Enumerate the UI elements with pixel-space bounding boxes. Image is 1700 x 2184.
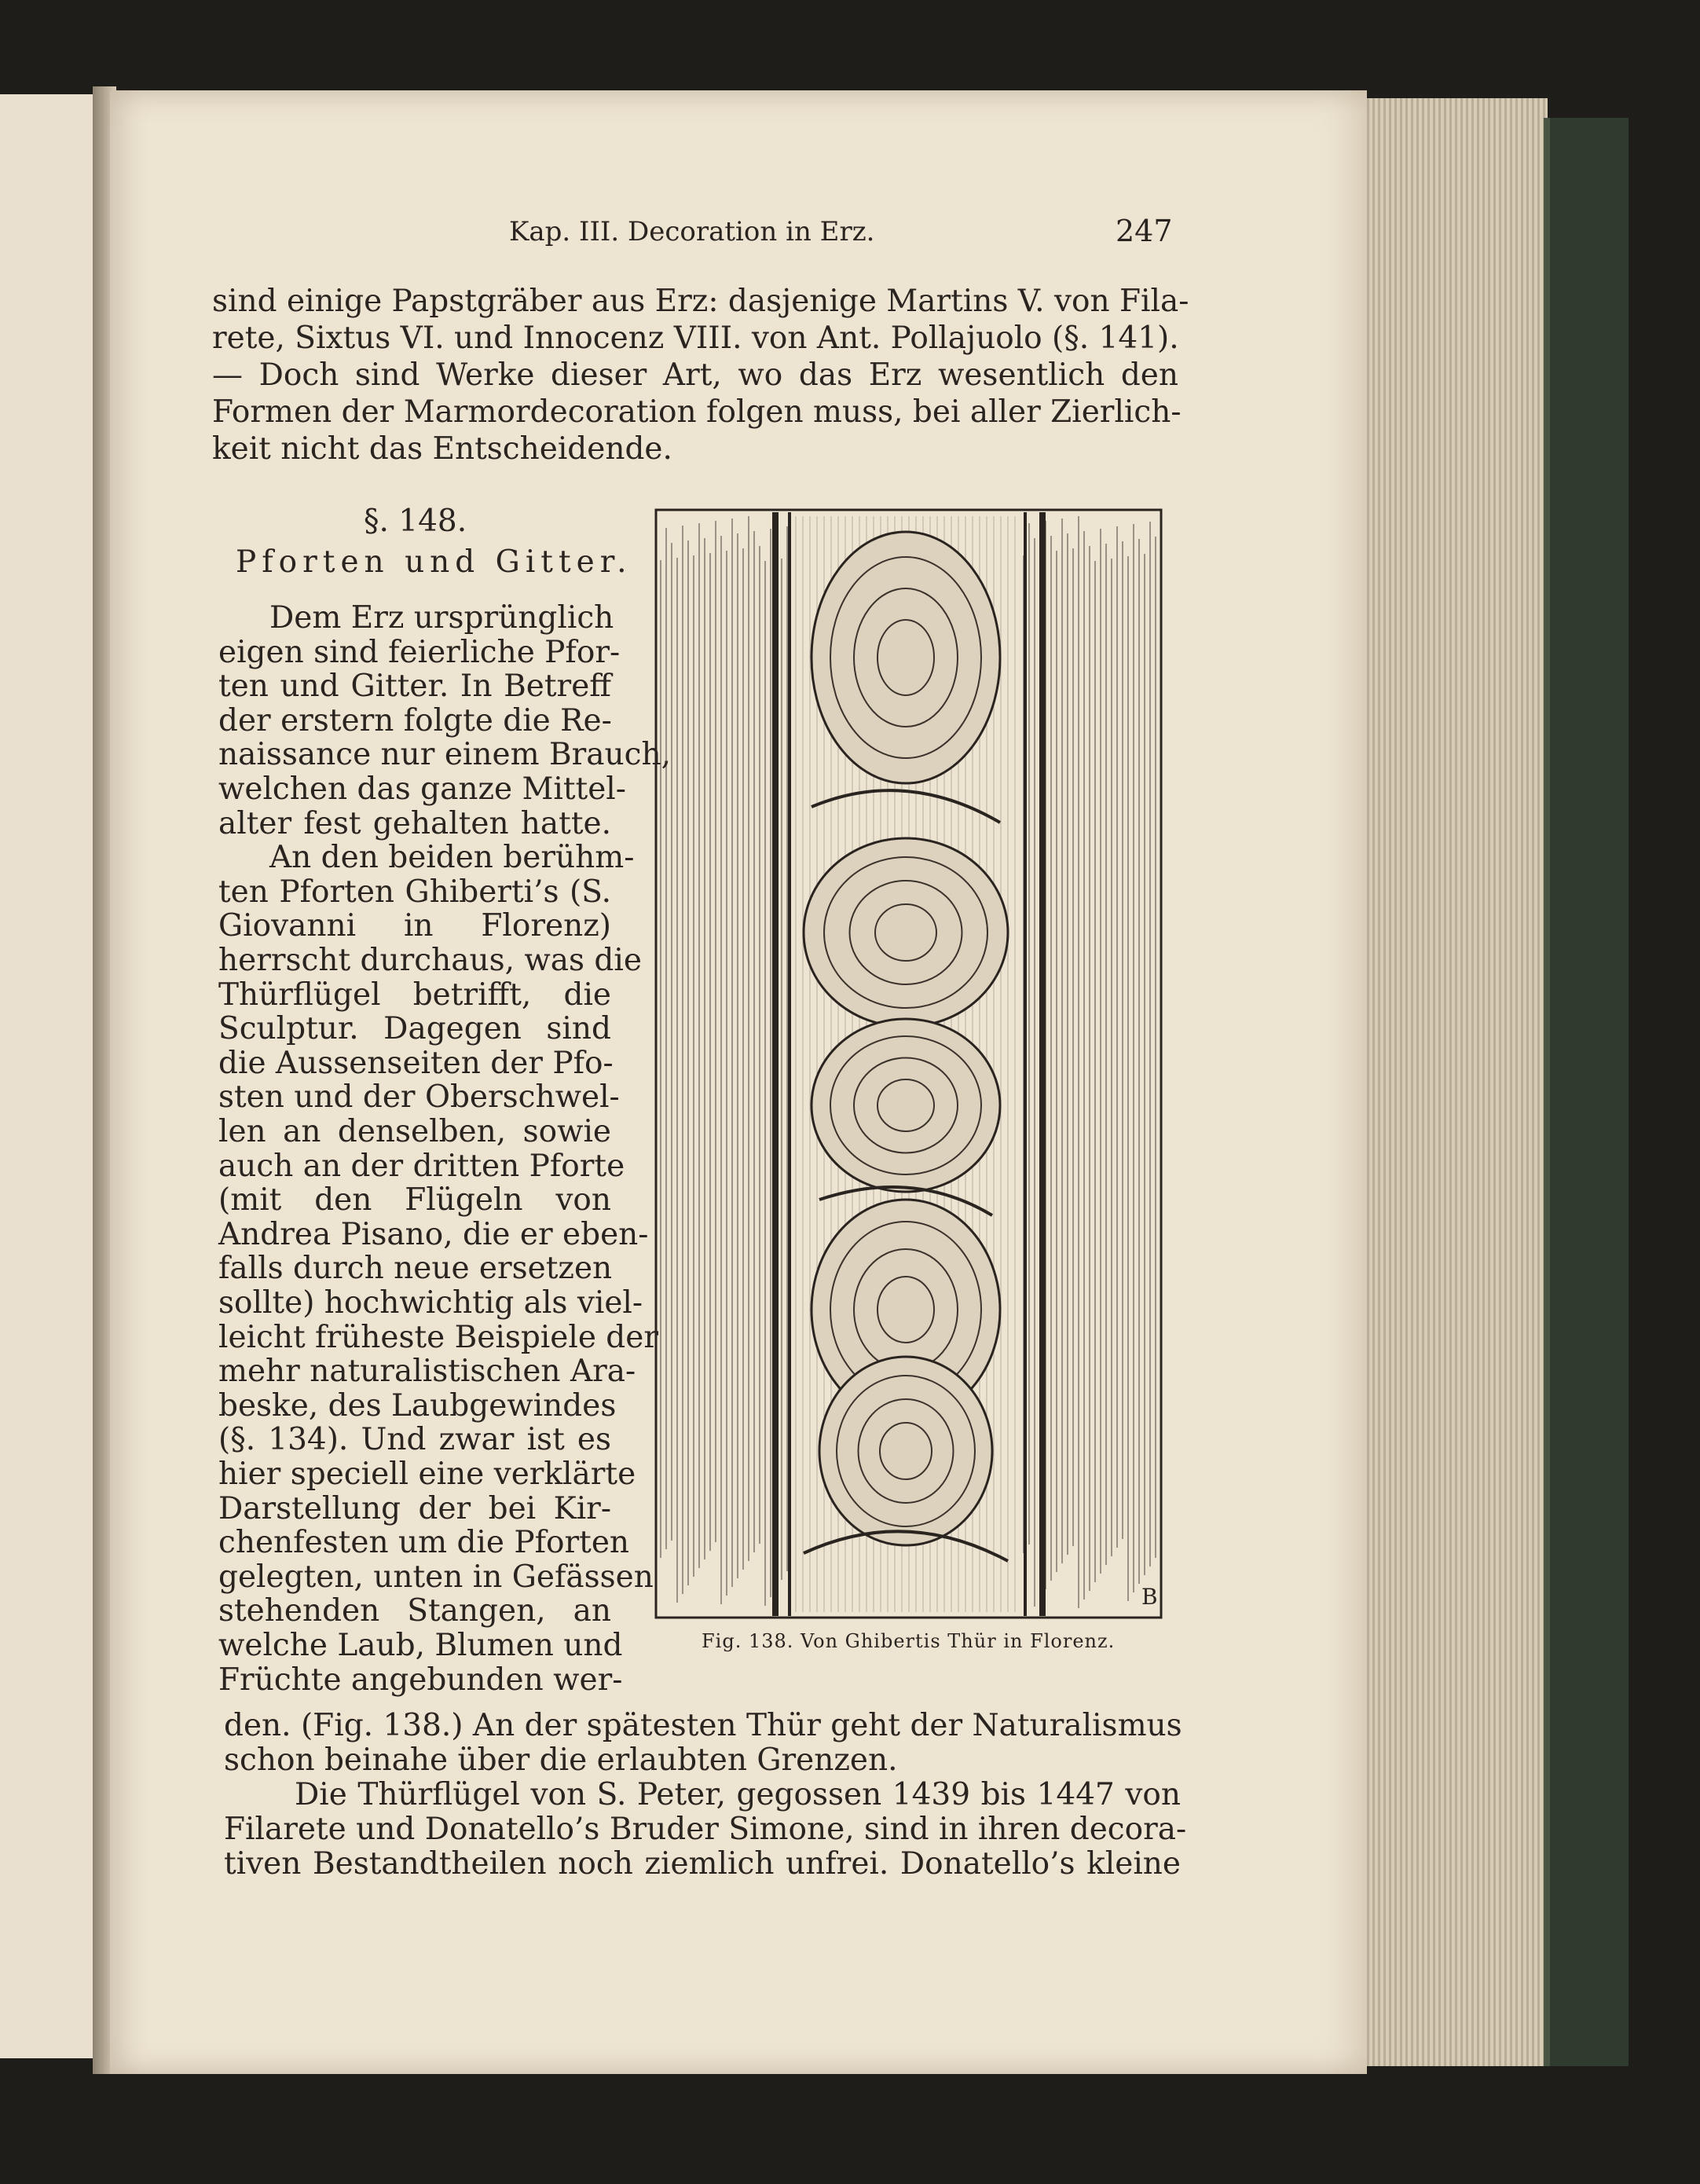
paragraph-line: keit nicht das Entscheidende. — [212, 431, 672, 467]
column-line: der erstern folgte die Re- — [218, 702, 612, 738]
engraving-figure — [654, 508, 1163, 1622]
column-line: die Aussenseiten der Pfo- — [218, 1045, 614, 1081]
monogram: B — [1141, 1584, 1158, 1610]
column-line: Giovanni in Florenz) — [218, 908, 611, 944]
paragraph-line: den. (Fig. 138.) An der spätesten Thür geht der Naturalismus — [224, 1708, 1182, 1743]
column-line: auch an der dritten Pforte — [218, 1148, 625, 1184]
facing-page-edge — [0, 94, 103, 2058]
paragraph-line: Die Thürflügel von S. Peter, gegossen 1439 bis 1447 von — [295, 1777, 1181, 1812]
column-line: eigen sind feierliche Pfor- — [218, 634, 621, 670]
column-line: Darstellung der bei Kir- — [218, 1490, 611, 1526]
column-line: sten und der Oberschwel- — [218, 1079, 620, 1116]
paragraph-line: schon beinahe über die erlaubten Grenzen. — [224, 1742, 898, 1778]
section-number: §. 148. — [364, 504, 467, 539]
column-line: (mit den Flügeln von — [218, 1182, 611, 1218]
column-line: hier speciell eine verklärte — [218, 1457, 636, 1492]
column-line: Thürflügel betrifft, die — [218, 977, 611, 1013]
column-line: stehenden Stangen, an — [218, 1593, 611, 1629]
page-block-edges — [1367, 98, 1548, 2066]
column-line: ten und Gitter. In Betreff — [218, 669, 611, 705]
column-line: welchen das ganze Mittel- — [218, 771, 626, 807]
column-line: Dem Erz ursprünglich — [269, 600, 614, 636]
figure-caption: Fig. 138. Von Ghibertis Thür in Florenz. — [702, 1630, 1116, 1652]
column-line: naissance nur einem Brauch, — [218, 737, 671, 773]
column-line: Sculptur. Dagegen sind — [218, 1011, 611, 1047]
paragraph-line: tiven Bestandtheilen noch ziemlich unfrei. Donatello’s kleine — [224, 1846, 1181, 1882]
column-line: welche Laub, Blumen und — [218, 1628, 623, 1663]
column-line: gelegten, unten in Gefässen — [218, 1559, 654, 1595]
page-number: 247 — [1116, 214, 1173, 248]
column-line: ten Pforten Ghiberti’s (S. — [218, 874, 611, 910]
column-line: sollte) hochwichtig als viel- — [218, 1285, 643, 1321]
column-line: (§. 134). Und zwar ist es — [218, 1422, 611, 1458]
paragraph-line: rete, Sixtus VI. und Innocenz VIII. von Ant. Pollajuolo (§. 141). — [212, 321, 1179, 356]
paragraph-line: Formen der Marmordecoration folgen muss, bei aller Zierlich- — [212, 394, 1182, 430]
column-line: Andrea Pisano, die er eben- — [218, 1216, 649, 1252]
column-line: Früchte angebunden wer- — [218, 1662, 623, 1698]
book-cover — [1544, 118, 1629, 2066]
column-line: An den beiden berühm- — [269, 840, 635, 876]
paragraph-line: Filarete und Donatello’s Bruder Simone, sind in ihren decora- — [224, 1812, 1187, 1847]
column-line: alter fest gehalten hatte. — [218, 805, 611, 841]
column-line: mehr naturalistischen Ara- — [218, 1354, 636, 1390]
column-line: beske, des Laubgewindes — [218, 1387, 617, 1424]
paragraph-line: — Doch sind Werke dieser Art, wo das Erz wesentlich den — [212, 357, 1178, 393]
section-title: Pforten und Gitter. — [236, 544, 632, 580]
column-line: len an denselben, sowie — [218, 1114, 611, 1149]
running-title: Kap. III. Decoration in Erz. — [509, 216, 875, 247]
column-line: falls durch neue ersetzen — [218, 1251, 613, 1287]
column-line: leicht früheste Beispiele der — [218, 1319, 658, 1355]
column-line: herrscht durchaus, was die — [218, 943, 642, 978]
paragraph-line: sind einige Papstgräber aus Erz: dasjenige Martins V. von Fila- — [212, 284, 1189, 319]
column-line: chenfesten um die Pforten — [218, 1525, 630, 1561]
